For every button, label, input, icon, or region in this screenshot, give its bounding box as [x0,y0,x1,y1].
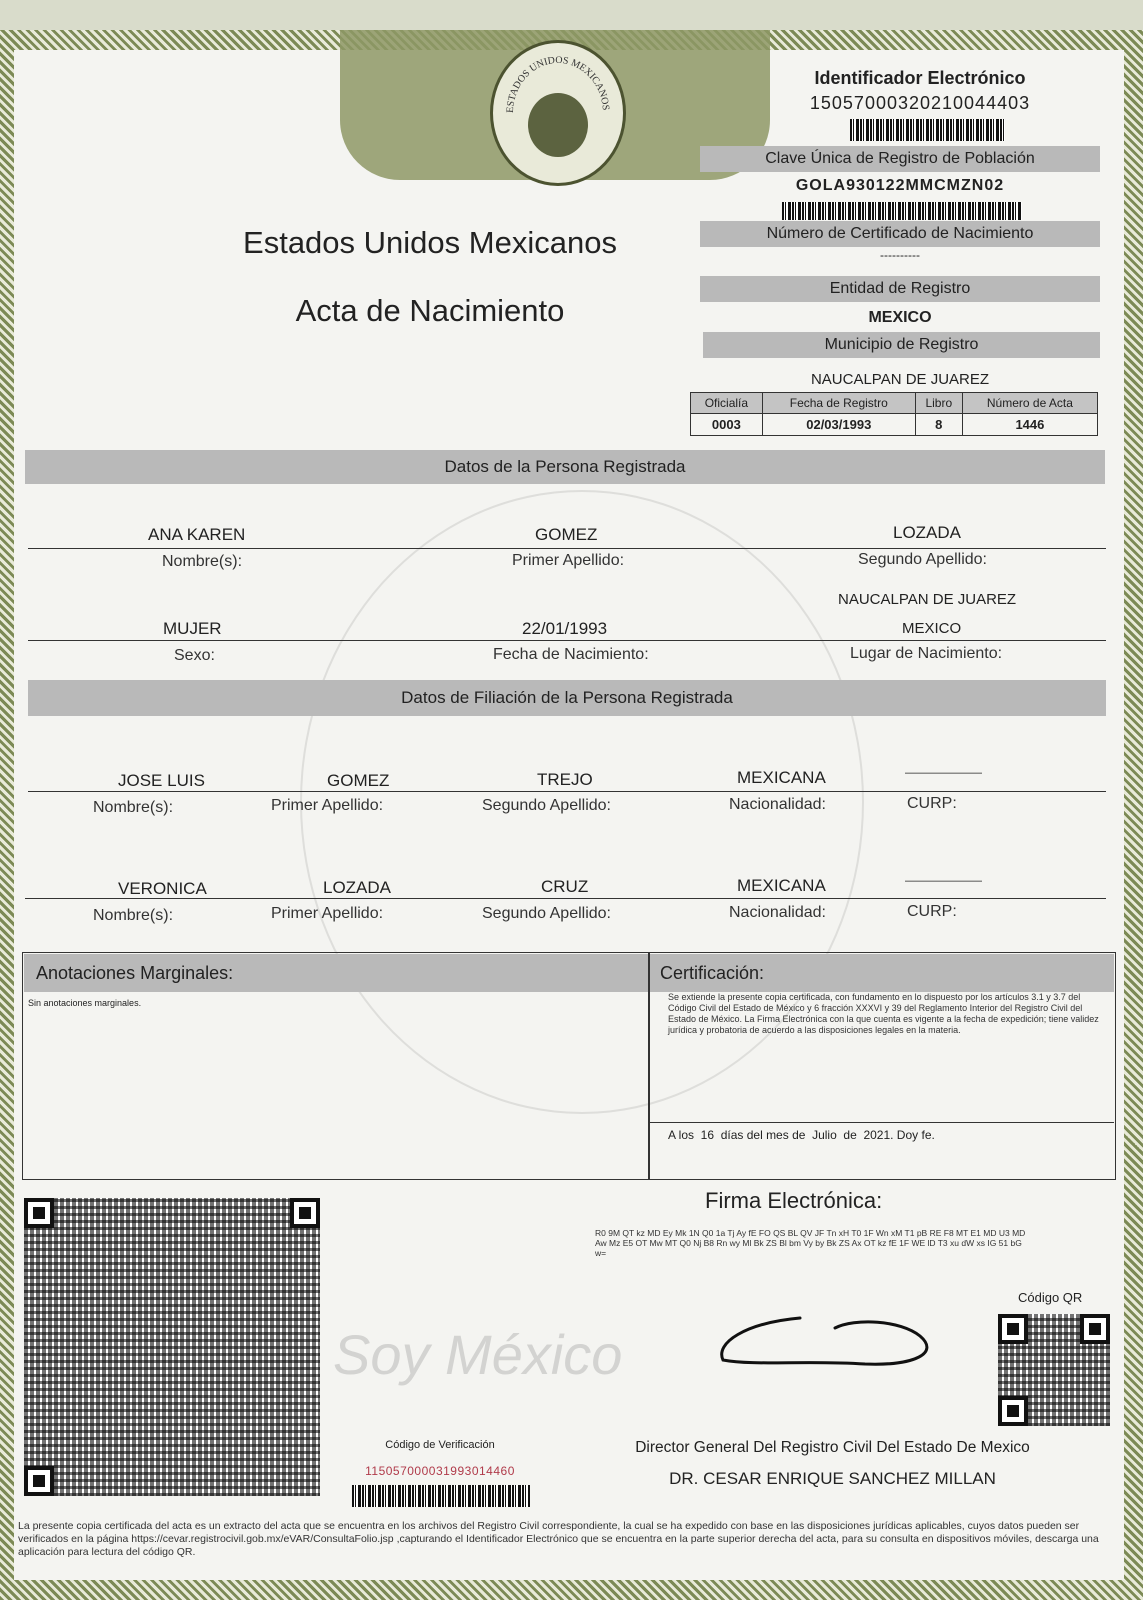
registry-table-row [691,414,1098,436]
identifier-barcode [850,119,1005,141]
qr-code-large [24,1198,320,1496]
father-first-surname: GOMEZ [327,771,390,790]
signature-hash: R0 9M QT kz MD Ey Mk 1N Q0 1a Tj Ay fE FO QS BL QV JF Tn xH T0 1F Wn xM T1 pB RE F8 MT E1 MD U3 MD Aw Mz E5 OT Mw MT Q0 Nj B8 Rn wy Ml Bk ZS Bl bm Vy by Bk ZS Ax OT kz fE 1F WE lD T3 xu dW xs IG 51 bG w= [595,1228,1026,1258]
certification-date: A los 16 días del mes de Julio de 2021. Doy fe. [668,1128,935,1142]
curp-value: GOLA930122MMCMZN02 [795,177,1005,194]
identifier-label: Identificador Electrónico [814,68,1026,88]
annotations-text: Sin anotaciones marginales. [28,998,142,1008]
qr-code-small [998,1314,1110,1426]
verification-label: Código de Verificación [385,1439,495,1451]
person-second-surname: LOZADA [893,523,962,542]
birth-place-label: Lugar de Nacimiento: [850,645,1003,662]
entity-label: Entidad de Registro [700,276,1100,302]
certificate-number-label: Número de Certificado de Nacimiento [700,221,1100,247]
registry-value-cell: 1446 [962,414,1097,436]
registry-value-cell: 0003 [691,414,763,436]
mother-second-surname: CRUZ [541,877,589,896]
certification-title: Certificación: [650,954,1114,992]
director-name: DR. CESAR ENRIQUE SANCHEZ MILLAN [669,1469,996,1488]
registry-header-cell: Número de Acta [962,393,1097,414]
handwritten-signature [715,1308,945,1378]
father-curp-label: CURP: [907,795,957,812]
registry-header-cell: Fecha de Registro [762,393,915,414]
divider [28,791,1106,792]
country-title: Estados Unidos Mexicanos [243,225,617,260]
mother-second-surname-label: Segundo Apellido: [482,905,611,922]
registry-value-cell: 02/03/1993 [762,414,915,436]
divider [25,898,1106,899]
registry-table [690,392,1098,436]
svg-text:ESTADOS UNIDOS MEXICANOS: ESTADOS UNIDOS MEXICANOS [504,54,611,114]
national-seal [490,40,626,186]
mother-curp-label: CURP: [907,903,957,920]
divider [648,1122,1114,1123]
father-nationality: MEXICANA [737,768,826,787]
father-second-surname-label: Segundo Apellido: [482,797,611,814]
father-name-label: Nombre(s): [93,799,174,816]
qr-finder-icon [998,1396,1028,1426]
municipality-label: Municipio de Registro [703,332,1100,358]
qr-finder-icon [24,1198,54,1228]
qr-finder-icon [1080,1314,1110,1344]
annotations-title: Anotaciones Marginales: [24,954,648,992]
birth-place-state: MEXICO [902,620,962,637]
divider [28,548,1106,549]
qr-finder-icon [998,1314,1028,1344]
name-label: Nombre(s): [162,553,243,570]
father-name: JOSE LUIS [118,771,205,790]
mother-name: VERONICA [118,879,207,898]
registry-header-cell: Oficialía [691,393,763,414]
curp-label: Clave Única de Registro de Población [700,146,1100,172]
birth-date-value: 22/01/1993 [522,619,608,638]
footer-legal-text: La presente copia certificada del acta es un extracto del acta que se encuentra en los archivos del Registro Civil correspondiente, la cual se ha expedido con base en las disposiciones jurídicas aplicables, cuyos datos pueden ser verificados en la página https://cevar.registrocivil.gob.mx/eVAR/ConsultaFolio.jsp ,capturando el Identificador Electrónico que se encuentra en la parte superior derecha del acta, para su consulta en dispositivos móviles, descarga una aplicación para lectura del código QR. [18,1520,1099,1558]
verification-value: 115057000031993014460 [365,1464,515,1478]
registry-value-cell: 8 [915,414,962,436]
filiation-section-title: Datos de Filiación de la Persona Registrada [28,680,1106,716]
person-name: ANA KAREN [148,525,246,544]
mother-curp: ——————— [905,875,982,887]
registry-table-header [691,393,1098,414]
verification-barcode [352,1485,530,1507]
father-second-surname: TREJO [537,770,593,789]
father-first-surname-label: Primer Apellido: [271,797,384,814]
document-title: Acta de Nacimiento [295,293,565,328]
divider [28,640,1106,641]
person-section-title: Datos de la Persona Registrada [25,450,1105,484]
qr-finder-icon [290,1198,320,1228]
father-nationality-label: Nacionalidad: [729,796,826,813]
signature-title: Firma Electrónica: [705,1188,883,1213]
registry-header-cell: Libro [915,393,962,414]
certification-text: Se extiende la presente copia certificada, con fundamento en lo dispuesto por los artículos 3.1 y 3.7 del Código Civil del Estado de México y 6 fracción XXXVI y 39 del Reglamento Interior del Registro Civil del Estado de México. La Firma Electrónica con la que cuenta es vigente a la fecha de expedición; tiene validez jurídica y probatoria de acuerdo a las disposiciones legales en la materia. [668,992,1099,1035]
father-curp: ——————— [905,767,982,779]
mother-nationality: MEXICANA [737,876,826,895]
entity-value: MEXICO [868,309,932,326]
certificate-number-value: ---------- [880,248,920,262]
birth-date-label: Fecha de Nacimiento: [493,646,649,663]
sex-value: MUJER [163,619,222,638]
qr-label: Código QR [1018,1290,1083,1305]
mother-first-surname: LOZADA [323,878,392,897]
mother-nationality-label: Nacionalidad: [729,904,826,921]
soy-mexico-watermark: Soy México [333,1323,623,1386]
municipality-value: NAUCALPAN DE JUAREZ [810,371,990,388]
mother-first-surname-label: Primer Apellido: [271,905,384,922]
mother-name-label: Nombre(s): [93,907,174,924]
second-surname-label: Segundo Apellido: [858,551,987,568]
director-title: Director General Del Registro Civil Del Estado De Mexico [635,1439,1030,1456]
identifier-value: 15057000320210044403 [809,93,1031,113]
curp-barcode [782,202,1022,220]
person-first-surname: GOMEZ [535,525,598,544]
sex-label: Sexo: [174,647,215,664]
first-surname-label: Primer Apellido: [512,552,625,569]
qr-finder-icon [24,1466,54,1496]
birth-place-municipality: NAUCALPAN DE JUAREZ [838,591,1017,608]
eagle-emblem-icon [493,43,623,183]
